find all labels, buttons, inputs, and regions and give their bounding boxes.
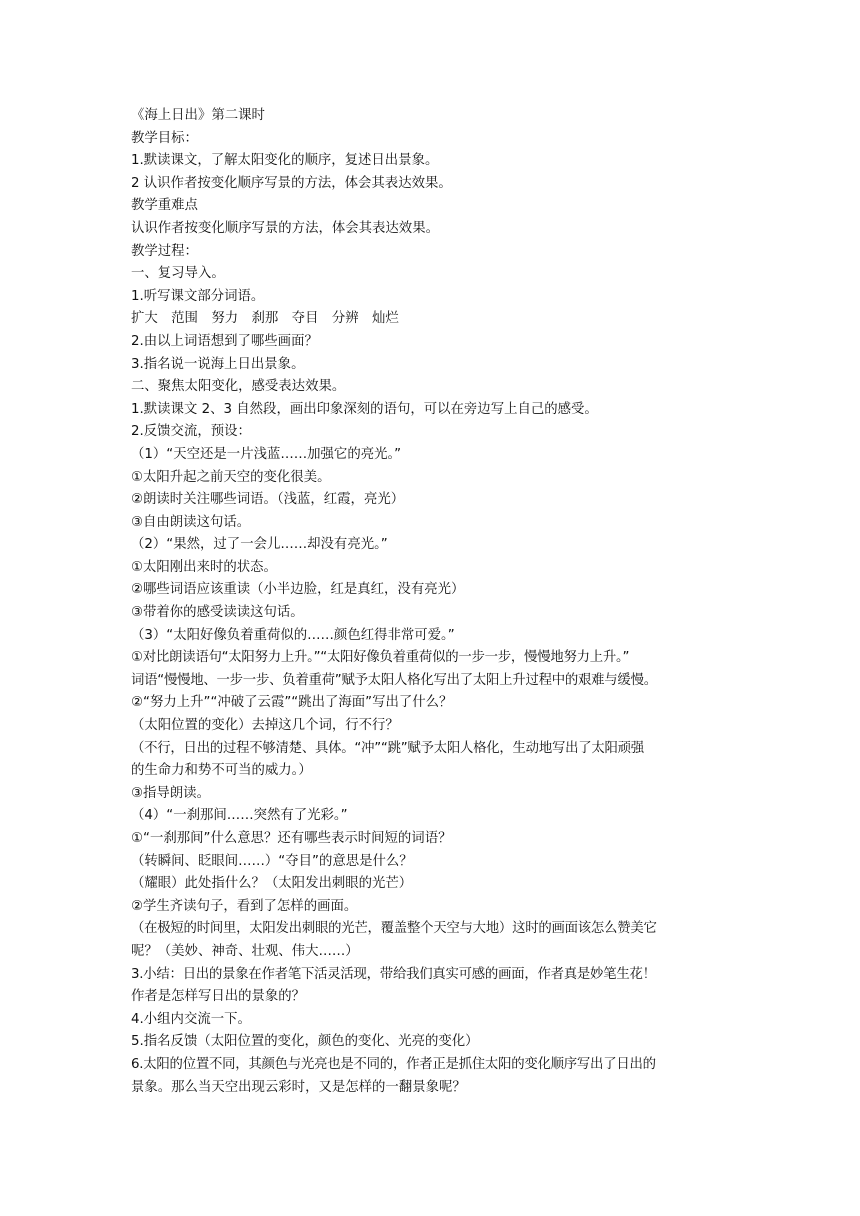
doc-line: （3）“太阳好像负着重荷似的……颜色红得非常可爱。” (131, 627, 455, 643)
doc-line: （1）“天空还是一片浅蓝……加强它的亮光。” (131, 446, 402, 462)
doc-line: 3.指名说一说海上日出景象。 (131, 356, 305, 372)
doc-line: ③带着你的感受读读这句话。 (131, 605, 304, 621)
document-page (131, 105, 741, 1099)
doc-line: （转瞬间、眨眼间……）“夺目”的意思是什么？ (131, 853, 413, 869)
doc-line: 词语“慢慢地、一步一步、负着重荷”赋予太阳人格化写出了太阳上升过程中的艰难与缓慢。 (131, 672, 657, 688)
doc-line: （不行，日出的过程不够清楚、具体。“冲”“跳”赋予太阳人格化，生动地写出了太阳顽强 (131, 740, 644, 756)
doc-line: 教学目标： (131, 130, 198, 146)
doc-line: 呢？（美妙、神奇、壮观、伟大……） (131, 943, 359, 959)
doc-line: 作者是怎样写日出的景象的？ (131, 989, 306, 1005)
doc-line: 2.反馈交流，预设： (131, 424, 251, 440)
doc-line: 一、复习导入。 (131, 266, 225, 282)
doc-line: ①太阳刚出来时的状态。 (131, 559, 277, 575)
doc-line: ③指导朗读。 (131, 785, 210, 801)
doc-line: 6.太阳的位置不同，其颜色与光亮也是不同的，作者正是抓住太阳的变化顺序写出了日出的 (131, 1056, 656, 1072)
doc-line: ②朗读时关注哪些词语。（浅蓝，红霞，亮光） (131, 492, 405, 508)
doc-line: 2.由以上词语想到了哪些画面？ (131, 333, 318, 349)
doc-line: 扩大 范围 努力 刹那 夺目 分辨 灿烂 (131, 311, 399, 327)
doc-line: 认识作者按变化顺序写景的方法，体会其表达效果。 (131, 220, 439, 236)
doc-line: 1.默读课文 2、3 自然段，画出印象深刻的语句，可以在旁边写上自己的感受。 (131, 401, 598, 417)
doc-line: ②学生齐读句子，看到了怎样的画面。 (131, 898, 358, 914)
doc-line: 3.小结：日出的景象在作者笔下活灵活现，带给我们真实可感的画面，作者真是妙笔生花！ (131, 966, 656, 982)
doc-line: 1.默读课文，了解太阳变化的顺序，复述日出景象。 (131, 153, 439, 169)
doc-line: 4.小组内交流一下。 (131, 1011, 251, 1027)
doc-line: ①太阳升起之前天空的变化很美。 (131, 469, 331, 485)
doc-line: 的生命力和势不可当的威力。） (131, 763, 312, 779)
document-title: 《海上日出》第二课时 (131, 108, 265, 123)
doc-line: 景象。那么当天空出现云彩时，又是怎样的一翻景象呢？ (131, 1079, 466, 1095)
doc-line: ①“一刹那间”什么意思？还有哪些表示时间短的词语？ (131, 831, 452, 846)
doc-line: 教学过程： (131, 243, 198, 259)
doc-line: ②哪些词语应该重读（小半边脸，红是真红，没有亮光） (131, 582, 465, 598)
doc-line: （2）“果然，过了一会儿……却没有亮光。” (131, 537, 388, 553)
doc-line: 2 认识作者按变化顺序写景的方法，体会其表达效果。 (131, 175, 452, 191)
doc-line: （耀眼）此处指什么？（太阳发出刺眼的光芒） (131, 876, 413, 892)
doc-line: ③自由朗读这句话。 (131, 514, 251, 530)
doc-line: ②“努力上升”“冲破了云霞”“跳出了海面”写出了什么？ (131, 695, 453, 711)
doc-line: 二、聚焦太阳变化，感受表达效果。 (131, 379, 346, 395)
doc-line: 教学重难点 (131, 198, 198, 214)
doc-line: （在极短的时间里，太阳发出刺眼的光芒，覆盖整个天空与大地）这时的画面该怎么赞美它 (131, 921, 657, 937)
doc-line: （4）“一刹那间……突然有了光彩。” (131, 808, 348, 824)
doc-line: （太阳位置的变化）去掉这几个词，行不行？ (131, 718, 399, 734)
doc-line: ①对比朗读语句“太阳努力上升。”“太阳好像负着重荷似的一步一步，慢慢地努力上升。” (131, 650, 630, 666)
doc-line: 1.听写课文部分词语。 (131, 288, 265, 304)
doc-line: 5.指名反馈（太阳位置的变化，颜色的变化、光亮的变化） (131, 1034, 479, 1050)
